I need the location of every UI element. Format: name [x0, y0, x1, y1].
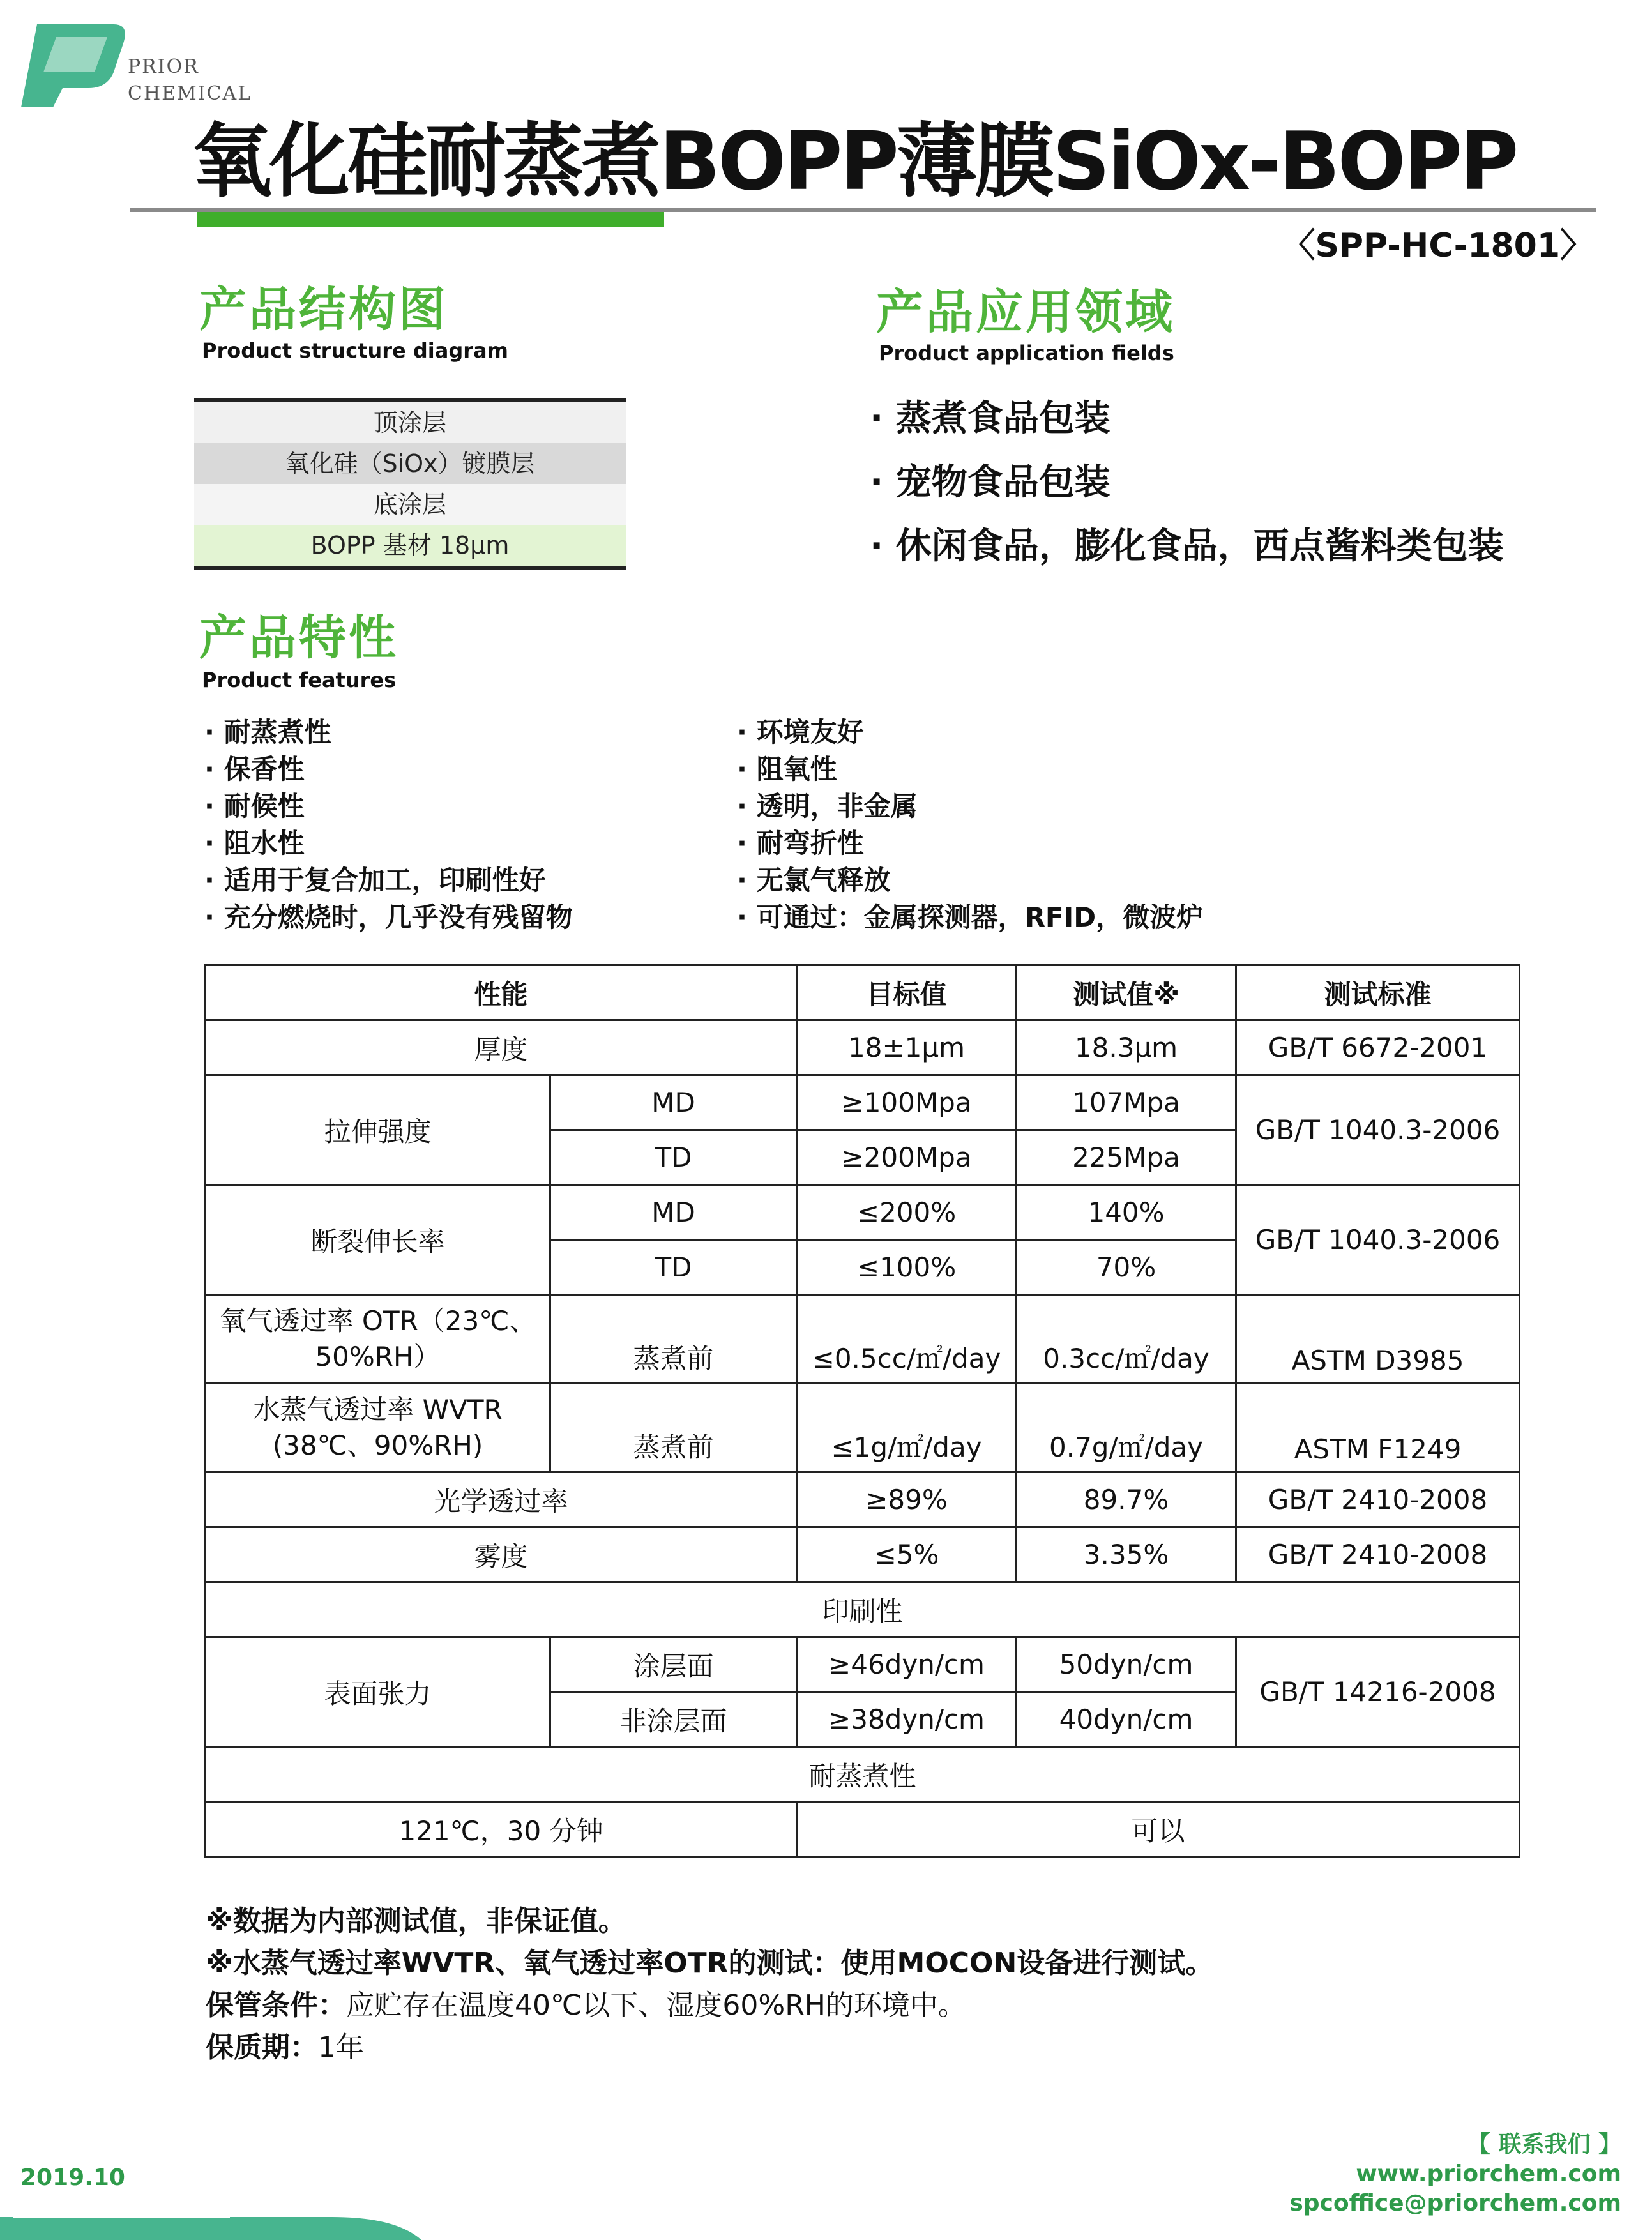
header-target: 目标值 — [797, 965, 1017, 1020]
feature-item: · 无氯气释放 — [737, 865, 891, 896]
section-retort: 耐蒸煮性 — [206, 1747, 1520, 1802]
header-property: 性能 — [206, 965, 797, 1020]
cell-condition: TD — [550, 1130, 797, 1185]
applications-list — [870, 387, 1504, 579]
footer-wave — [0, 2203, 447, 2240]
contact-block — [1289, 2130, 1621, 2218]
spec-table — [204, 964, 1520, 1858]
company-logo — [18, 18, 126, 107]
table-section-row — [206, 1582, 1520, 1637]
cell-target: ≤100% — [797, 1240, 1017, 1295]
features-left-list — [204, 714, 573, 936]
table-row — [206, 1637, 1520, 1692]
note-mocon: ※水蒸气透过率WVTR、氧气透过率OTR的测试：使用MOCON设备进行测试。 — [206, 1947, 1214, 1979]
issue-date: 2019.10 — [20, 2165, 125, 2191]
page-title: 氧化硅耐蒸煮BOPP薄膜SiOx-BOPP — [192, 114, 1517, 208]
feature-item: · 充分燃烧时，几乎没有残留物 — [204, 902, 573, 933]
cell-measured: 50dyn/cm — [1017, 1637, 1236, 1692]
cell-measured: 18.3μm — [1017, 1020, 1236, 1075]
features-right-list — [737, 714, 1203, 936]
feature-item: · 阻水性 — [204, 828, 305, 859]
cell-standard: GB/T 2410-2008 — [1236, 1472, 1520, 1527]
features-subheading: Product features — [202, 668, 397, 692]
feature-item: · 阻氧性 — [737, 753, 837, 785]
cell-target: ≥89% — [797, 1472, 1017, 1527]
cell-property: 断裂伸长率 — [206, 1185, 550, 1295]
table-section-row — [206, 1747, 1520, 1802]
header-standard: 测试标准 — [1236, 965, 1520, 1020]
structure-subheading: Product structure diagram — [202, 338, 508, 363]
table-row — [206, 1185, 1520, 1240]
feature-item: · 耐候性 — [204, 791, 305, 822]
layer-siox: 氧化硅（SiOx）镀膜层 — [194, 443, 626, 484]
cell-target: ≥46dyn/cm — [797, 1637, 1017, 1692]
cell-target: ≤1g/㎡/day — [797, 1384, 1017, 1472]
header-measured: 测试值※ — [1017, 965, 1236, 1020]
cell-property: 厚度 — [206, 1020, 797, 1075]
feature-item: · 适用于复合加工，印刷性好 — [204, 865, 546, 896]
email-link[interactable]: spcoffice@priorchem.com — [1289, 2190, 1621, 2216]
cell-standard: GB/T 1040.3-2006 — [1236, 1075, 1520, 1185]
cell-condition: MD — [550, 1075, 797, 1130]
cell-standard: GB/T 2410-2008 — [1236, 1527, 1520, 1582]
cell-target: ≥200Mpa — [797, 1130, 1017, 1185]
cell-target: ≤200% — [797, 1185, 1017, 1240]
table-header-row — [206, 965, 1520, 1020]
section-printability: 印刷性 — [206, 1582, 1520, 1637]
cell-property: 光学透过率 — [206, 1472, 797, 1527]
product-code: 〈SPP-HC-1801〉 — [1282, 227, 1593, 265]
cell-measured: 0.3cc/㎡/day — [1017, 1295, 1236, 1384]
cell-standard: GB/T 1040.3-2006 — [1236, 1185, 1520, 1295]
application-item: · 宠物食品包装 — [870, 462, 1110, 503]
cell-condition: 涂层面 — [550, 1637, 797, 1692]
cell-property: 拉伸强度 — [206, 1075, 550, 1185]
feature-item: · 透明，非金属 — [737, 791, 918, 822]
layer-bottom-coat: 底涂层 — [194, 484, 626, 525]
applications-heading: 产品应用领域 — [876, 285, 1175, 340]
layer-bopp-substrate: BOPP 基材 18μm — [194, 525, 626, 566]
cell-measured: 70% — [1017, 1240, 1236, 1295]
cell-condition: 非涂层面 — [550, 1692, 797, 1747]
cell-property: 表面张力 — [206, 1637, 550, 1747]
cell-target: ≥100Mpa — [797, 1075, 1017, 1130]
title-accent-bar — [197, 212, 664, 227]
feature-item: · 保香性 — [204, 753, 305, 785]
cell-condition: MD — [550, 1185, 797, 1240]
cell-target: ≥38dyn/cm — [797, 1692, 1017, 1747]
structure-heading: 产品结构图 — [199, 282, 448, 337]
structure-diagram — [194, 398, 626, 570]
cell-condition: TD — [550, 1240, 797, 1295]
cell-measured: 225Mpa — [1017, 1130, 1236, 1185]
cell-measured: 0.7g/㎡/day — [1017, 1384, 1236, 1472]
cell-target: 18±1μm — [797, 1020, 1017, 1075]
website-link[interactable]: www.priorchem.com — [1356, 2161, 1621, 2187]
cell-target: ≤0.5cc/㎡/day — [797, 1295, 1017, 1384]
cell-measured: 3.35% — [1017, 1527, 1236, 1582]
note-shelf-life: 保质期：1年 — [206, 2031, 364, 2064]
cell-measured: 140% — [1017, 1185, 1236, 1240]
cell-property: 雾度 — [206, 1527, 797, 1582]
cell-property: 水蒸气透过率 WVTR (38℃、90%RH) — [206, 1384, 550, 1472]
application-item: · 休闲食品，膨化食品，西点酱料类包装 — [870, 526, 1504, 567]
feature-item: · 耐蒸煮性 — [204, 716, 331, 748]
applications-subheading: Product application fields — [879, 341, 1174, 365]
cell-condition: 蒸煮前 — [550, 1384, 797, 1472]
table-row — [206, 1527, 1520, 1582]
table-row — [206, 1384, 1520, 1472]
cell-measured: 89.7% — [1017, 1472, 1236, 1527]
table-row — [206, 1295, 1520, 1384]
note-storage: 保管条件：应贮存在温度40℃以下、湿度60%RH的环境中。 — [206, 1989, 966, 2022]
application-item: · 蒸煮食品包装 — [870, 398, 1110, 439]
cell-standard: ASTM F1249 — [1236, 1384, 1520, 1472]
cell-retort-result: 可以 — [797, 1802, 1520, 1857]
table-row — [206, 1075, 1520, 1130]
cell-property: 氧气透过率 OTR（23℃、 50%RH） — [206, 1295, 550, 1384]
cell-target: ≤5% — [797, 1527, 1017, 1582]
feature-item: · 耐弯折性 — [737, 828, 864, 859]
table-row — [206, 1472, 1520, 1527]
layer-top-coat: 顶涂层 — [194, 402, 626, 443]
cell-standard: GB/T 6672-2001 — [1236, 1020, 1520, 1075]
cell-measured: 40dyn/cm — [1017, 1692, 1236, 1747]
features-heading: 产品特性 — [199, 610, 398, 665]
cell-condition: 蒸煮前 — [550, 1295, 797, 1384]
cell-standard: ASTM D3985 — [1236, 1295, 1520, 1384]
cell-measured: 107Mpa — [1017, 1075, 1236, 1130]
table-row — [206, 1020, 1520, 1075]
feature-item: · 环境友好 — [737, 716, 864, 748]
cell-retort-condition: 121℃，30 分钟 — [206, 1802, 797, 1857]
cell-standard: GB/T 14216-2008 — [1236, 1637, 1520, 1747]
contact-title: 【 联系我们 】 — [1467, 2131, 1621, 2158]
logo-wordmark: PRIOR CHEMICAL — [128, 56, 252, 105]
feature-item: · 可通过：金属探测器，RFID，微波炉 — [737, 902, 1204, 933]
table-row — [206, 1802, 1520, 1857]
note-internal-data: ※数据为内部测试值，非保证值。 — [206, 1905, 626, 1937]
